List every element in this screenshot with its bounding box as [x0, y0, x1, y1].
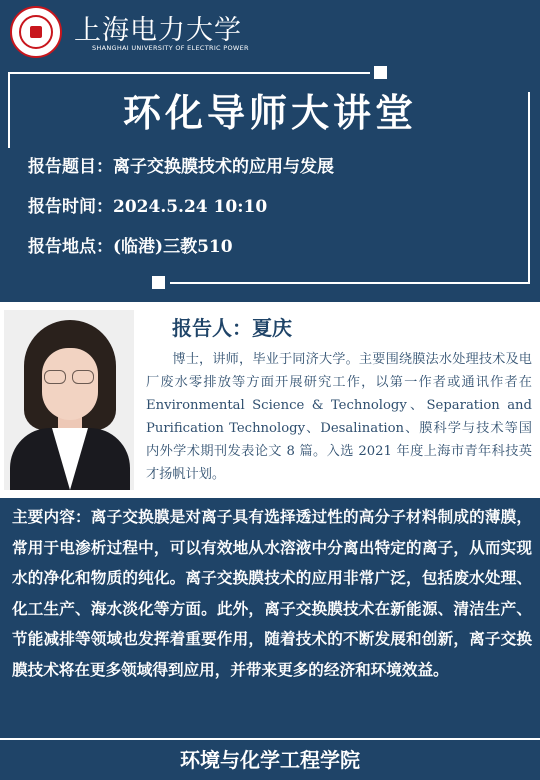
time-label: 报告时间：	[28, 197, 113, 217]
header	[0, 0, 540, 60]
university-name-cn: 上海电力大学	[74, 15, 242, 46]
frame-top-line	[8, 72, 370, 74]
logo-ring	[19, 15, 53, 49]
reporter-name: 报告人：夏庆	[172, 316, 292, 340]
logo-emblem	[30, 26, 42, 38]
frame-corner-square-top	[374, 66, 387, 79]
frame-corner-square-bottom	[152, 276, 165, 289]
time-row	[28, 192, 267, 217]
frame-bottom-line	[170, 282, 530, 284]
university-name-en: SHANGHAI UNIVERSITY OF ELECTRIC POWER	[92, 44, 249, 52]
footer-divider	[0, 738, 540, 740]
topic-label: 报告题目：	[28, 157, 113, 177]
place-label: 报告地点：	[28, 237, 113, 257]
time-value: 2024.5.24 10:10	[113, 197, 268, 217]
school-name: 环境与化学工程学院	[180, 748, 360, 772]
reporter-photo	[4, 310, 134, 490]
place-row	[28, 232, 233, 257]
main-content: 主要内容：离子交换膜是对离子具有选择透过性的高分子材料制成的薄膜，常用于电渗析过程中，可以有效地从水溶液中分离出特定的离子，从而实现水的净化和物质的纯化。离子交换膜技术的应用非常广泛，包括废水处理、化工生产、海水淡化等方面。此外，离子交换膜技术在新能源、清洁生产、节能减排等领域也发挥着重要作用，随着技术的不断发展和创新，离子交换膜技术将在更多领域得到应用，并带来更多的经济和环境效益。	[12, 508, 532, 679]
university-logo	[10, 6, 62, 58]
place-value: (临港)三教510	[113, 237, 233, 257]
topic-value: 离子交换膜技术的应用与发展	[113, 157, 334, 177]
topic-row	[28, 152, 334, 177]
lecture-series-title: 环化导师大讲堂	[122, 91, 417, 135]
reporter-bio: 博士，讲师，毕业于同济大学。主要围绕膜法水处理技术及电厂废水零排放等方面开展研究工作，以第一作者或通讯作者在 Environmental Science & Technology、Separation and Purification Technology、Desalination、膜科学与技术等国内外学术期刊发表论文 8 篇。入选 2021 年度上海市青年科技英才扬帆计划。	[146, 352, 532, 482]
